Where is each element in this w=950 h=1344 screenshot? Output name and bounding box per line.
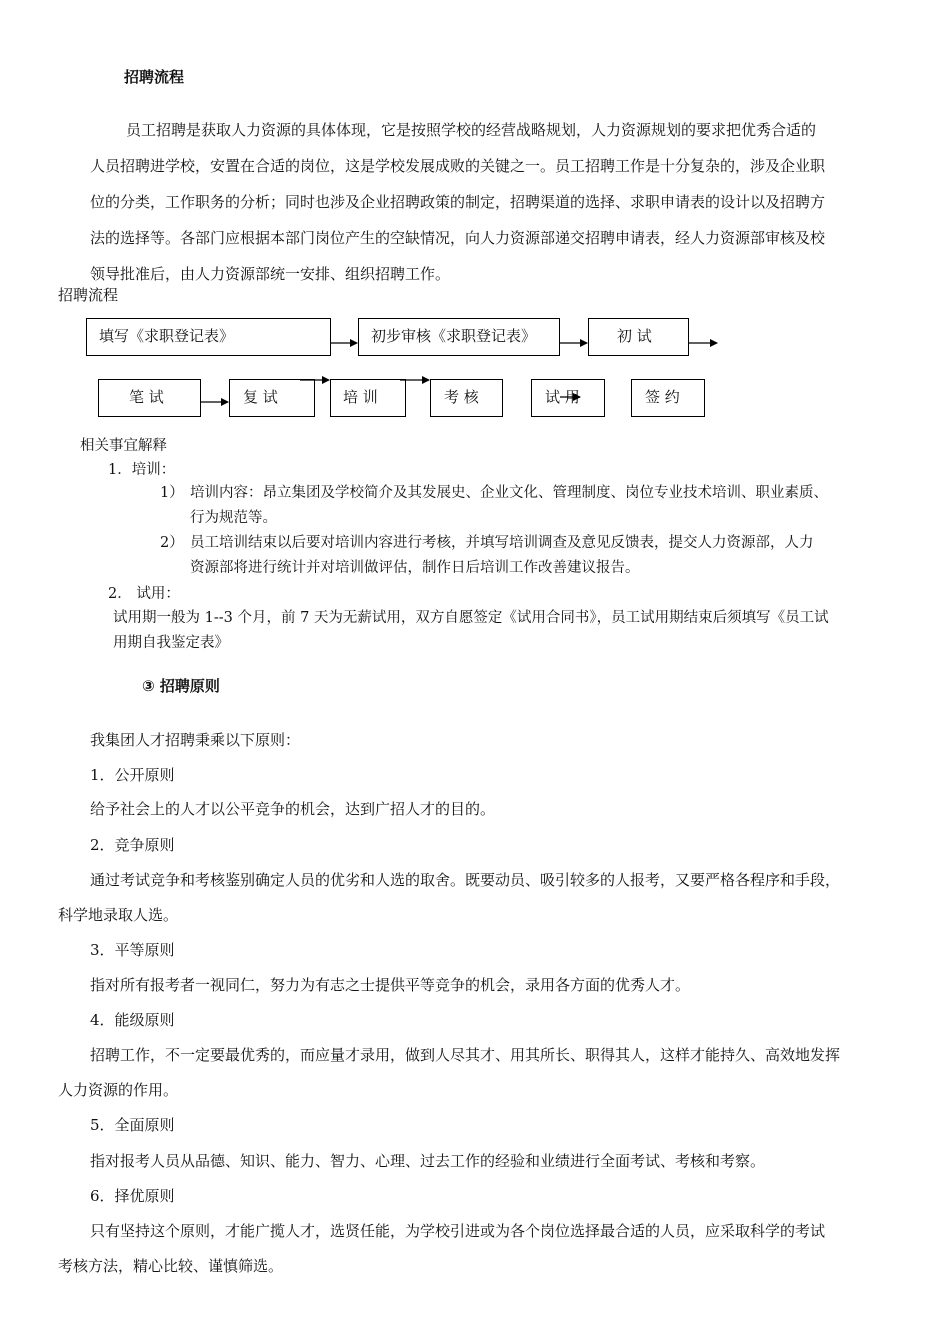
intro-line: 领导批准后，由人力资源部统一安排、组织招聘工作。: [90, 265, 451, 283]
notes-training-label: 1．培训：: [108, 462, 176, 478]
flow-step-label: 初 试: [617, 327, 652, 345]
principle-text: 只有坚持这个原则，才能广揽人才，选贤任能，为学校引进或为各个岗位选择最合适的人员，应采取科学的考试: [90, 1222, 826, 1240]
training-item-text: 培训内容：昂立集团及学校简介及其发展史、企业文化、管理制度、岗位专业技术培训、职业素质、: [190, 485, 828, 501]
principle-text: 通过考试竞争和考核鉴别确定人员的优劣和人选的取舍。既要动员、吸引较多的人报考，又要严格各程序和手段，: [90, 871, 841, 889]
principle-text: 科学地录取人选。: [58, 906, 179, 924]
principle-text: 人力资源的作用。: [58, 1081, 179, 1099]
flow-title: 招聘流程: [58, 286, 119, 304]
notes-trial-label: 2． 试用：: [108, 586, 180, 602]
principles-heading: ③ 招聘原则: [142, 677, 220, 695]
principles-intro: 我集团人才招聘秉乘以下原则：: [90, 731, 301, 749]
principle-title: 3．平等原则: [90, 941, 175, 959]
principle-text: 招聘工作，不一定要最优秀的，而应量才录用，做到人尽其才、用其所长、职得其人，这样才能持久、高效地发挥: [90, 1046, 841, 1064]
principle-title: 6．择优原则: [90, 1187, 175, 1205]
flow-step-label: 试 用: [545, 388, 580, 406]
intro-line: 员工招聘是获取人力资源的具体体现，它是按照学校的经营战略规划，人力资源规划的要求把优秀合适的: [126, 121, 817, 139]
principle-title: 4．能级原则: [90, 1011, 175, 1029]
flow-step-label: 复 试: [243, 388, 278, 406]
principle-text: 给予社会上的人才以公平竞争的机会，达到广招人才的目的。: [90, 800, 496, 818]
intro-line: 法的选择等。各部门应根据本部门岗位产生的空缺情况，向人力资源部递交招聘申请表，经人力资源部审核及校: [90, 229, 826, 247]
training-item-text: 员工培训结束以后要对培训内容进行考核，并填写培训调查及意见反馈表，提交人力资源部，人力: [190, 535, 814, 551]
principle-title: 5．全面原则: [90, 1116, 175, 1134]
flow-step-label: 填写《求职登记表》: [99, 327, 235, 345]
intro-line: 人员招聘进学校，安置在合适的岗位，这是学校发展成败的关键之一。员工招聘工作是十分复杂的，涉及企业职: [90, 157, 826, 175]
training-item-text: 资源部将进行统计并对培训做评估，制作日后培训工作改善建议报告。: [190, 560, 640, 576]
principle-text: 指对所有报考者一视同仁，努力为有志之士提供平等竞争的机会，录用各方面的优秀人才。: [90, 976, 691, 994]
principle-title: 2．竞争原则: [90, 836, 175, 854]
flow-step-label: 初步审核《求职登记表》: [371, 327, 537, 345]
principle-text: 考核方法，精心比较、谨慎筛选。: [58, 1257, 284, 1275]
training-item-num: 1）: [160, 485, 184, 501]
notes-title: 相关事宜解释: [80, 438, 167, 454]
flow-step-label: 培 训: [343, 388, 378, 406]
trial-text: 用期自我鉴定表》: [113, 635, 229, 651]
flow-step-label: 签 约: [645, 388, 680, 406]
training-item-num: 2）: [160, 535, 184, 551]
flow-step-label: 笔 试: [129, 388, 164, 406]
flow-step-label: 考 核: [444, 388, 479, 406]
page-title: 招聘流程: [124, 68, 185, 86]
trial-text: 试用期一般为 1--3 个月，前 7 天为无薪试用，双方自愿签定《试用合同书》，员工试用期结束后须填写《员工试: [113, 610, 829, 626]
principle-text: 指对报考人员从品德、知识、能力、智力、心理、过去工作的经验和业绩进行全面考试、考核和考察。: [90, 1152, 766, 1170]
training-item-text: 行为规范等。: [190, 510, 277, 526]
intro-line: 位的分类，工作职务的分析；同时也涉及企业招聘政策的制定，招聘渠道的选择、求职申请表的设计以及招聘方: [90, 193, 826, 211]
flow-arrows: [0, 0, 950, 450]
principle-title: 1．公开原则: [90, 766, 175, 784]
